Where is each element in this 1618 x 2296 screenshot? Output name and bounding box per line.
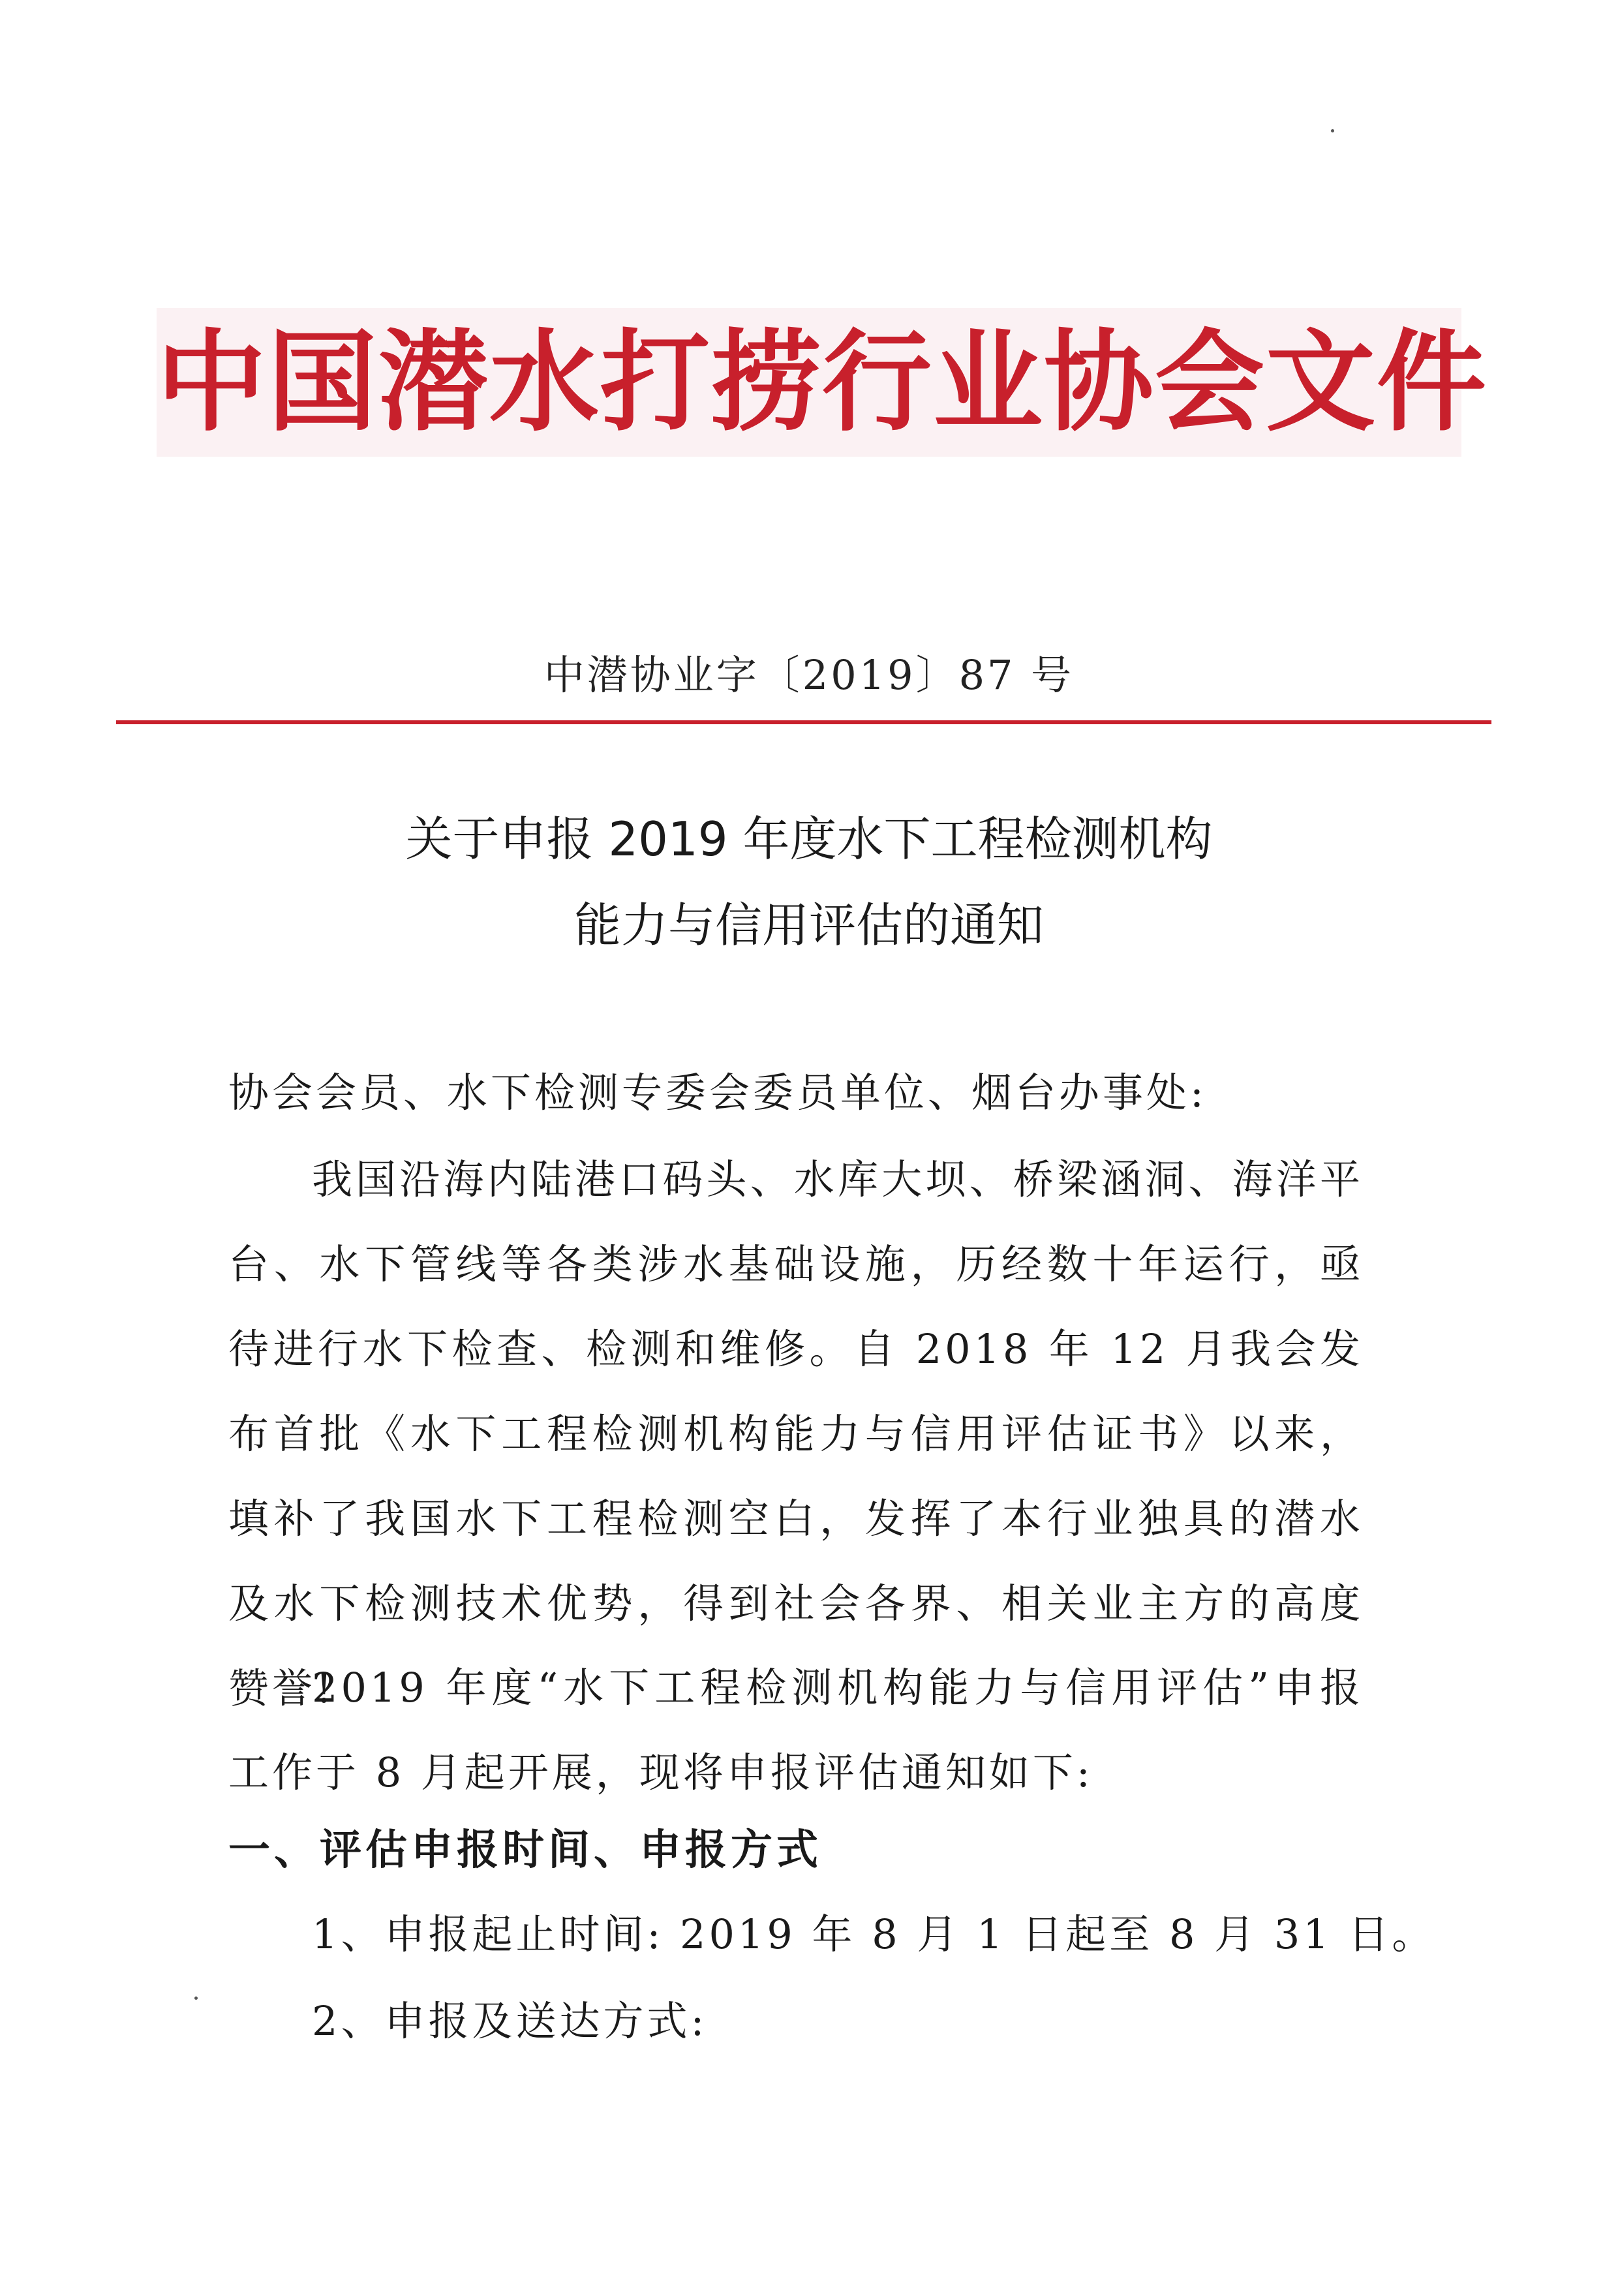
- notice-title-line-1: 关于申报 2019 年度水下工程检测机构: [405, 812, 1213, 866]
- section-1-item-1: 1、申报起止时间: 2019 年 8 月 1 日起至 8 月 31 日。: [312, 1910, 1436, 1958]
- scan-speck: [194, 1997, 198, 2000]
- section-1-item-2: 2、申报及送达方式:: [312, 1997, 708, 2045]
- letterhead-title: 中国潜水打捞行业协会文件: [157, 318, 1488, 446]
- salutation: 协会会员、水下检测专委会委员单位、烟台办事处:: [228, 1069, 1207, 1116]
- scan-speck: [1331, 129, 1334, 132]
- section-heading-1: 一、评估申报时间、申报方式: [228, 1826, 822, 1875]
- notice-title-line-2: 能力与信用评估的通知: [573, 898, 1044, 953]
- red-divider-rule: [116, 720, 1491, 724]
- body-paragraph-1: 我国沿海内陆港口码头、水库大坝、桥梁涵洞、海洋平台、水下管线等各类涉水基础设施，历经数十年运行，亟待进行水下检查、检测和维修。自 2018 年 12 月我会发布首批《水下工程检测机构能力与信用评估证书》以来，填补了我国水下工程检测空白，发挥了本行业独具的潜水及水下检测技术优势，得到社会各界、相关业主方的高度赞誉!: [228, 1156, 1364, 1712]
- body-paragraph-2: 2019 年度“水下工程检测机构能力与信用评估”申报工作于 8 月起开展，现将申报评估通知如下:: [228, 1664, 1364, 1796]
- document-number: 中潜协业字〔2019〕87 号: [543, 651, 1075, 699]
